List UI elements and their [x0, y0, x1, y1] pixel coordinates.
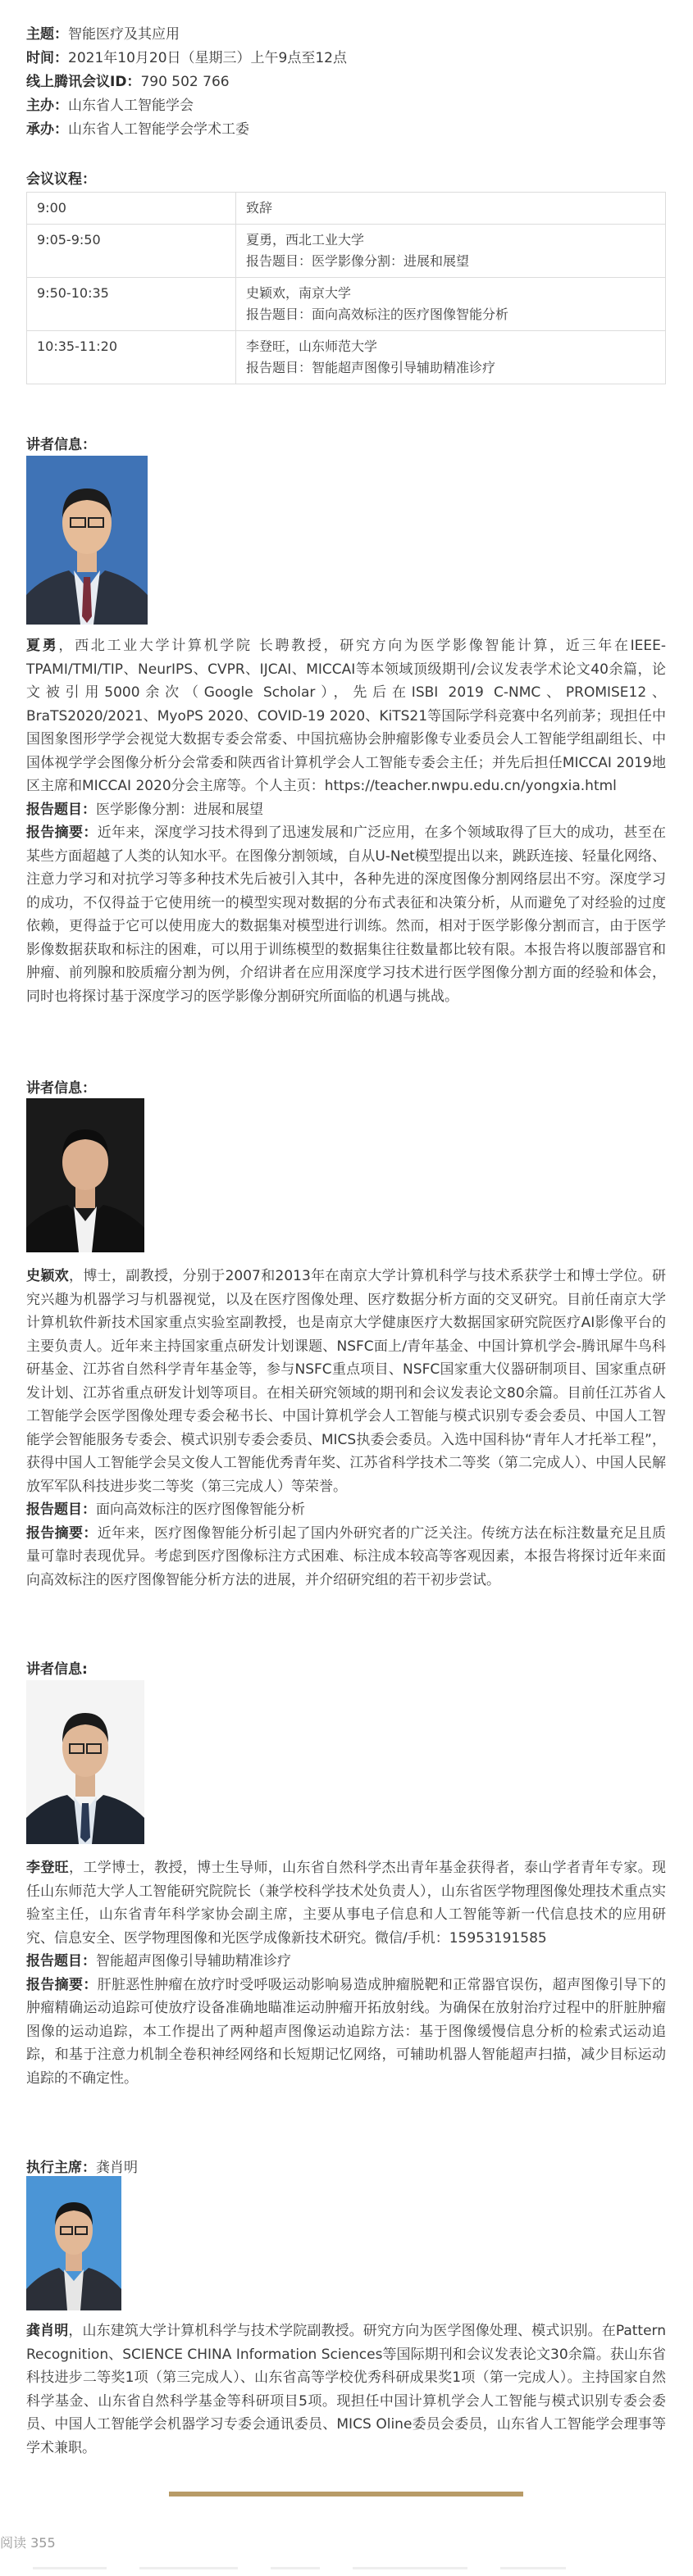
agenda-detail	[236, 193, 666, 225]
agenda-line1: 致辞	[246, 200, 273, 216]
agenda-detail	[236, 278, 666, 331]
report-abstract: 近年来，深度学习技术得到了迅速发展和广泛应用，在多个领域取得了巨大的成功，甚至在某些方面超越了人类的认知水平。在图像分割领域，自从U-Net模型提出以来，跳跃连接、轻量化网络、注意力学习和对抗学习等多种技术先后被引入其中，各种先进的深度图像分割网络层出不穷。深度学习的成功，不仅得益于它使用统一的模型实现对数据的分布式表征和决策分析，从而避免了对经验的过度依赖，更得益于它可以使用庞大的数据集对模型进行训练。然而，相对于医学影像分割而言，由于医学影像数据获取和标注的困难，可以用于训练模型的数据集往往数量都比较有限。本报告将以腹部器官和肿瘤、前列腺和胶质瘤分割为例，介绍讲者在应用深度学习技术进行医学图像分割方面的经验和体会，同时也将探讨基于深度学习的医学影像分割研究所面临的机遇与挑战。	[26, 825, 667, 1005]
host-org-key: 主办：	[26, 98, 68, 114]
agenda-line1: 李登旺，山东师范大学	[246, 338, 378, 354]
time-key: 时间：	[26, 50, 68, 66]
meeting-id-row	[26, 70, 666, 94]
agenda-time: 9:00	[27, 193, 236, 225]
host-org-row	[26, 94, 666, 118]
agenda-line1: 夏勇，西北工业大学	[246, 232, 365, 248]
agenda-detail	[236, 331, 666, 384]
report-topic: 智能超声图像引导辅助精准诊疗	[96, 1953, 291, 1969]
agenda-time: 9:05-9:50	[27, 225, 236, 278]
report-abstract-label: 报告摘要：	[26, 1976, 98, 1993]
host-section-name: 龚肖明	[96, 2160, 138, 2176]
agenda-row	[27, 193, 666, 225]
organizer-row	[26, 118, 666, 142]
report-abstract: 近年来，医疗图像智能分析引起了国内外研究者的广泛关注。传统方法在标注数量充足且质量可靠时表现优异。考虑到医疗图像标注方式困难、标注成本较高等客观因素，本报告将探讨近年来面向高效标注的医疗图像智能分析方法的进展，并介绍研究组的若干初步尝试。	[26, 1524, 667, 1588]
speaker-info-label: 讲者信息：	[26, 1080, 96, 1097]
host-name: 龚肖明	[26, 2323, 69, 2339]
speaker-info-label: 讲者信息：	[26, 437, 96, 453]
host-section-heading	[26, 2156, 138, 2176]
agenda-line1: 史颖欢，南京大学	[246, 285, 352, 301]
meeting-topic-row	[26, 23, 666, 47]
speaker-bio	[26, 1265, 666, 1592]
speaker-bio	[26, 1856, 666, 2090]
time-value: 2021年10月20日（星期三）上午9点至12点	[68, 50, 347, 66]
agenda-line2: 报告题目：面向高效标注的医疗图像智能分析	[246, 307, 509, 322]
speaker-bio-text: ，工学博士，教授，博士生导师，山东省自然科学杰出青年基金获得者，泰山学者青年专家。现任山东师范大学人工智能研究院院长（兼学校科学技术处负责人），山东省医学物理图像处理技术重点实验室主任，山东省青年科学家协会副主席，主要从事电子信息和人工智能等新一代信息技术的应用研究、信息安全、医学物理图像和光医学成像新技术研究。微信/手机：15953191585	[26, 1860, 667, 1947]
organizer-key: 承办：	[26, 121, 68, 138]
agenda-heading: 会议议程：	[26, 171, 96, 188]
report-abstract: 肝脏恶性肿瘤在放疗时受呼吸运动影响易造成肿瘤脱靶和正常器官误伤，超声图像引导下的肿瘤精确运动追踪可使放疗设备准确地瞄准运动肿瘤开拓放射线。为确保在放射治疗过程中的肝脏肿瘤图像的运动追踪，本工作提出了两种超声图像运动追踪方法：基于图像缓慢信息分析的检索式运动追踪，和基于注意力机制全卷积神经网络和长短期记忆网络，可辅助机器人智能超声扫描，减少目标运动追踪的不确定性。	[26, 1976, 667, 2087]
report-topic-label: 报告题目：	[26, 1502, 96, 1518]
meeting-time-row	[26, 47, 666, 70]
speaker-bio-text: ，西北工业大学计算机学院 长聘教授，研究方向为医学影像智能计算，近三年在IEEE-TPAMI/TMI/TIP、NeurIPS、CVPR、IJCAI、MICCAI等本领域顶级期刊/会议发表学术论文40余篇，论文被引用5000余次（Google Scholar），先后在ISBI 2019 C-NMC、PROMISE12、BraTS2020/2021、MyoPS 2020、COVID-19 2020、KiTS21等国际学科竞赛中名列前茅；现担任中国图象图形学学会视觉大数据专委会常委、中国抗癌协会肿瘤影像专业委员会人工智能学组副组长、中国体视学学会图像分析分会常委和陕西省计算机学会人工智能专委会主任；并先后担任MICCAI 2019地区主席和MICCAI 2020分会主席等。个人主页：https://teacher.nwpu.edu.cn/yongxia.html	[26, 638, 667, 794]
topic-key: 主题：	[26, 26, 68, 43]
meeting-info	[26, 23, 666, 142]
organizer-value: 山东省人工智能学会学术工委	[68, 121, 249, 138]
agenda-detail	[236, 225, 666, 278]
host-photo	[26, 2176, 121, 2310]
report-topic-label: 报告题目：	[26, 1953, 96, 1969]
speaker-bio	[26, 634, 666, 1008]
speaker-name: 史颖欢	[26, 1268, 69, 1284]
read-count: 阅读 355	[0, 2535, 56, 2551]
divider-bar	[169, 2492, 523, 2496]
speaker-info-label: 讲者信息:	[26, 1661, 88, 1678]
topic-value: 智能医疗及其应用	[68, 26, 180, 43]
speaker-name: 夏勇	[26, 638, 59, 654]
meeting-id-key: 线上腾讯会议ID：	[26, 74, 141, 90]
speaker-photo	[26, 1680, 144, 1844]
speaker-name: 李登旺	[26, 1860, 70, 1876]
report-abstract-label: 报告摘要：	[26, 825, 98, 841]
speaker-photo	[26, 1098, 144, 1252]
report-abstract-label: 报告摘要：	[26, 1524, 98, 1542]
cut-off-text	[33, 2567, 656, 2575]
host-section-label: 执行主席：	[26, 2160, 96, 2176]
speaker-bio-text: ，博士，副教授，分别于2007和2013年在南京大学计算机科学与技术系获学士和博士学位。研究兴趣为机器学习与机器视觉，以及在医疗图像处理、医疗数据分析方面的交叉研究。目前任南京大学计算机软件新技术国家重点实验室副教授，也是南京大学健康医疗大数据国家研究院医疗AI影像平台的主要负责人。近年来主持国家重点研发计划课题、NSFC面上/青年基金、中国计算机学会-腾讯犀牛鸟科研基金、江苏省自然科学青年基金等，参与NSFC重点项目、NSFC国家重大仪器研制项目、国家重点研发计划、江苏省重点研发计划等项目。在相关研究领域的期刊和会议发表论文80余篇。目前任江苏省人工智能学会医学图像处理专委会秘书长、中国计算机学会人工智能与模式识别专委会委员、中国人工智能学会智能服务专委会、模式识别专委会委员、MICS执委会委员。入选中国科协“青年人才托举工程”，获得中国人工智能学会吴文俊人工智能优秀青年奖、江苏省科学技术二等奖（第二完成人）、中国人民解放军军队科技进步奖二等奖（第三完成人）等荣誉。	[26, 1268, 667, 1495]
host-bio	[26, 2319, 666, 2460]
agenda-row	[27, 278, 666, 331]
agenda-time: 9:50-10:35	[27, 278, 236, 331]
meeting-id-value: 790 502 766	[140, 74, 230, 90]
report-topic-label: 报告题目：	[26, 801, 96, 818]
host-bio-text: ，山东建筑大学计算机科学与技术学院副教授。研究方向为医学图像处理、模式识别。在Pattern Recognition、SCIENCE CHINA Information Sciences等国际期刊和会议发表论文30余篇。获山东省科技进步二等奖1项（第三完成人）、山东省高等学校优秀科研成果奖1项（第一完成人）。主持国家自然科学基金、山东省自然科学基金等科研项目5项。现担任中国计算机学会人工智能与模式识别专委会委员、中国人工智能学会机器学习专委会通讯委员、MICS Oline委员会委员，山东省人工智能学会理事等学术兼职。	[26, 2323, 667, 2456]
speaker-photo	[26, 456, 148, 625]
agenda-time: 10:35-11:20	[27, 331, 236, 384]
report-topic: 医学影像分割：进展和展望	[96, 801, 263, 818]
agenda-line2: 报告题目：智能超声图像引导辅助精准诊疗	[246, 360, 496, 375]
host-org-value: 山东省人工智能学会	[68, 98, 194, 114]
agenda-line2: 报告题目：医学影像分割：进展和展望	[246, 253, 470, 269]
agenda-row	[27, 331, 666, 384]
agenda-table	[26, 192, 666, 384]
report-topic: 面向高效标注的医疗图像智能分析	[96, 1502, 305, 1518]
agenda-row	[27, 225, 666, 278]
